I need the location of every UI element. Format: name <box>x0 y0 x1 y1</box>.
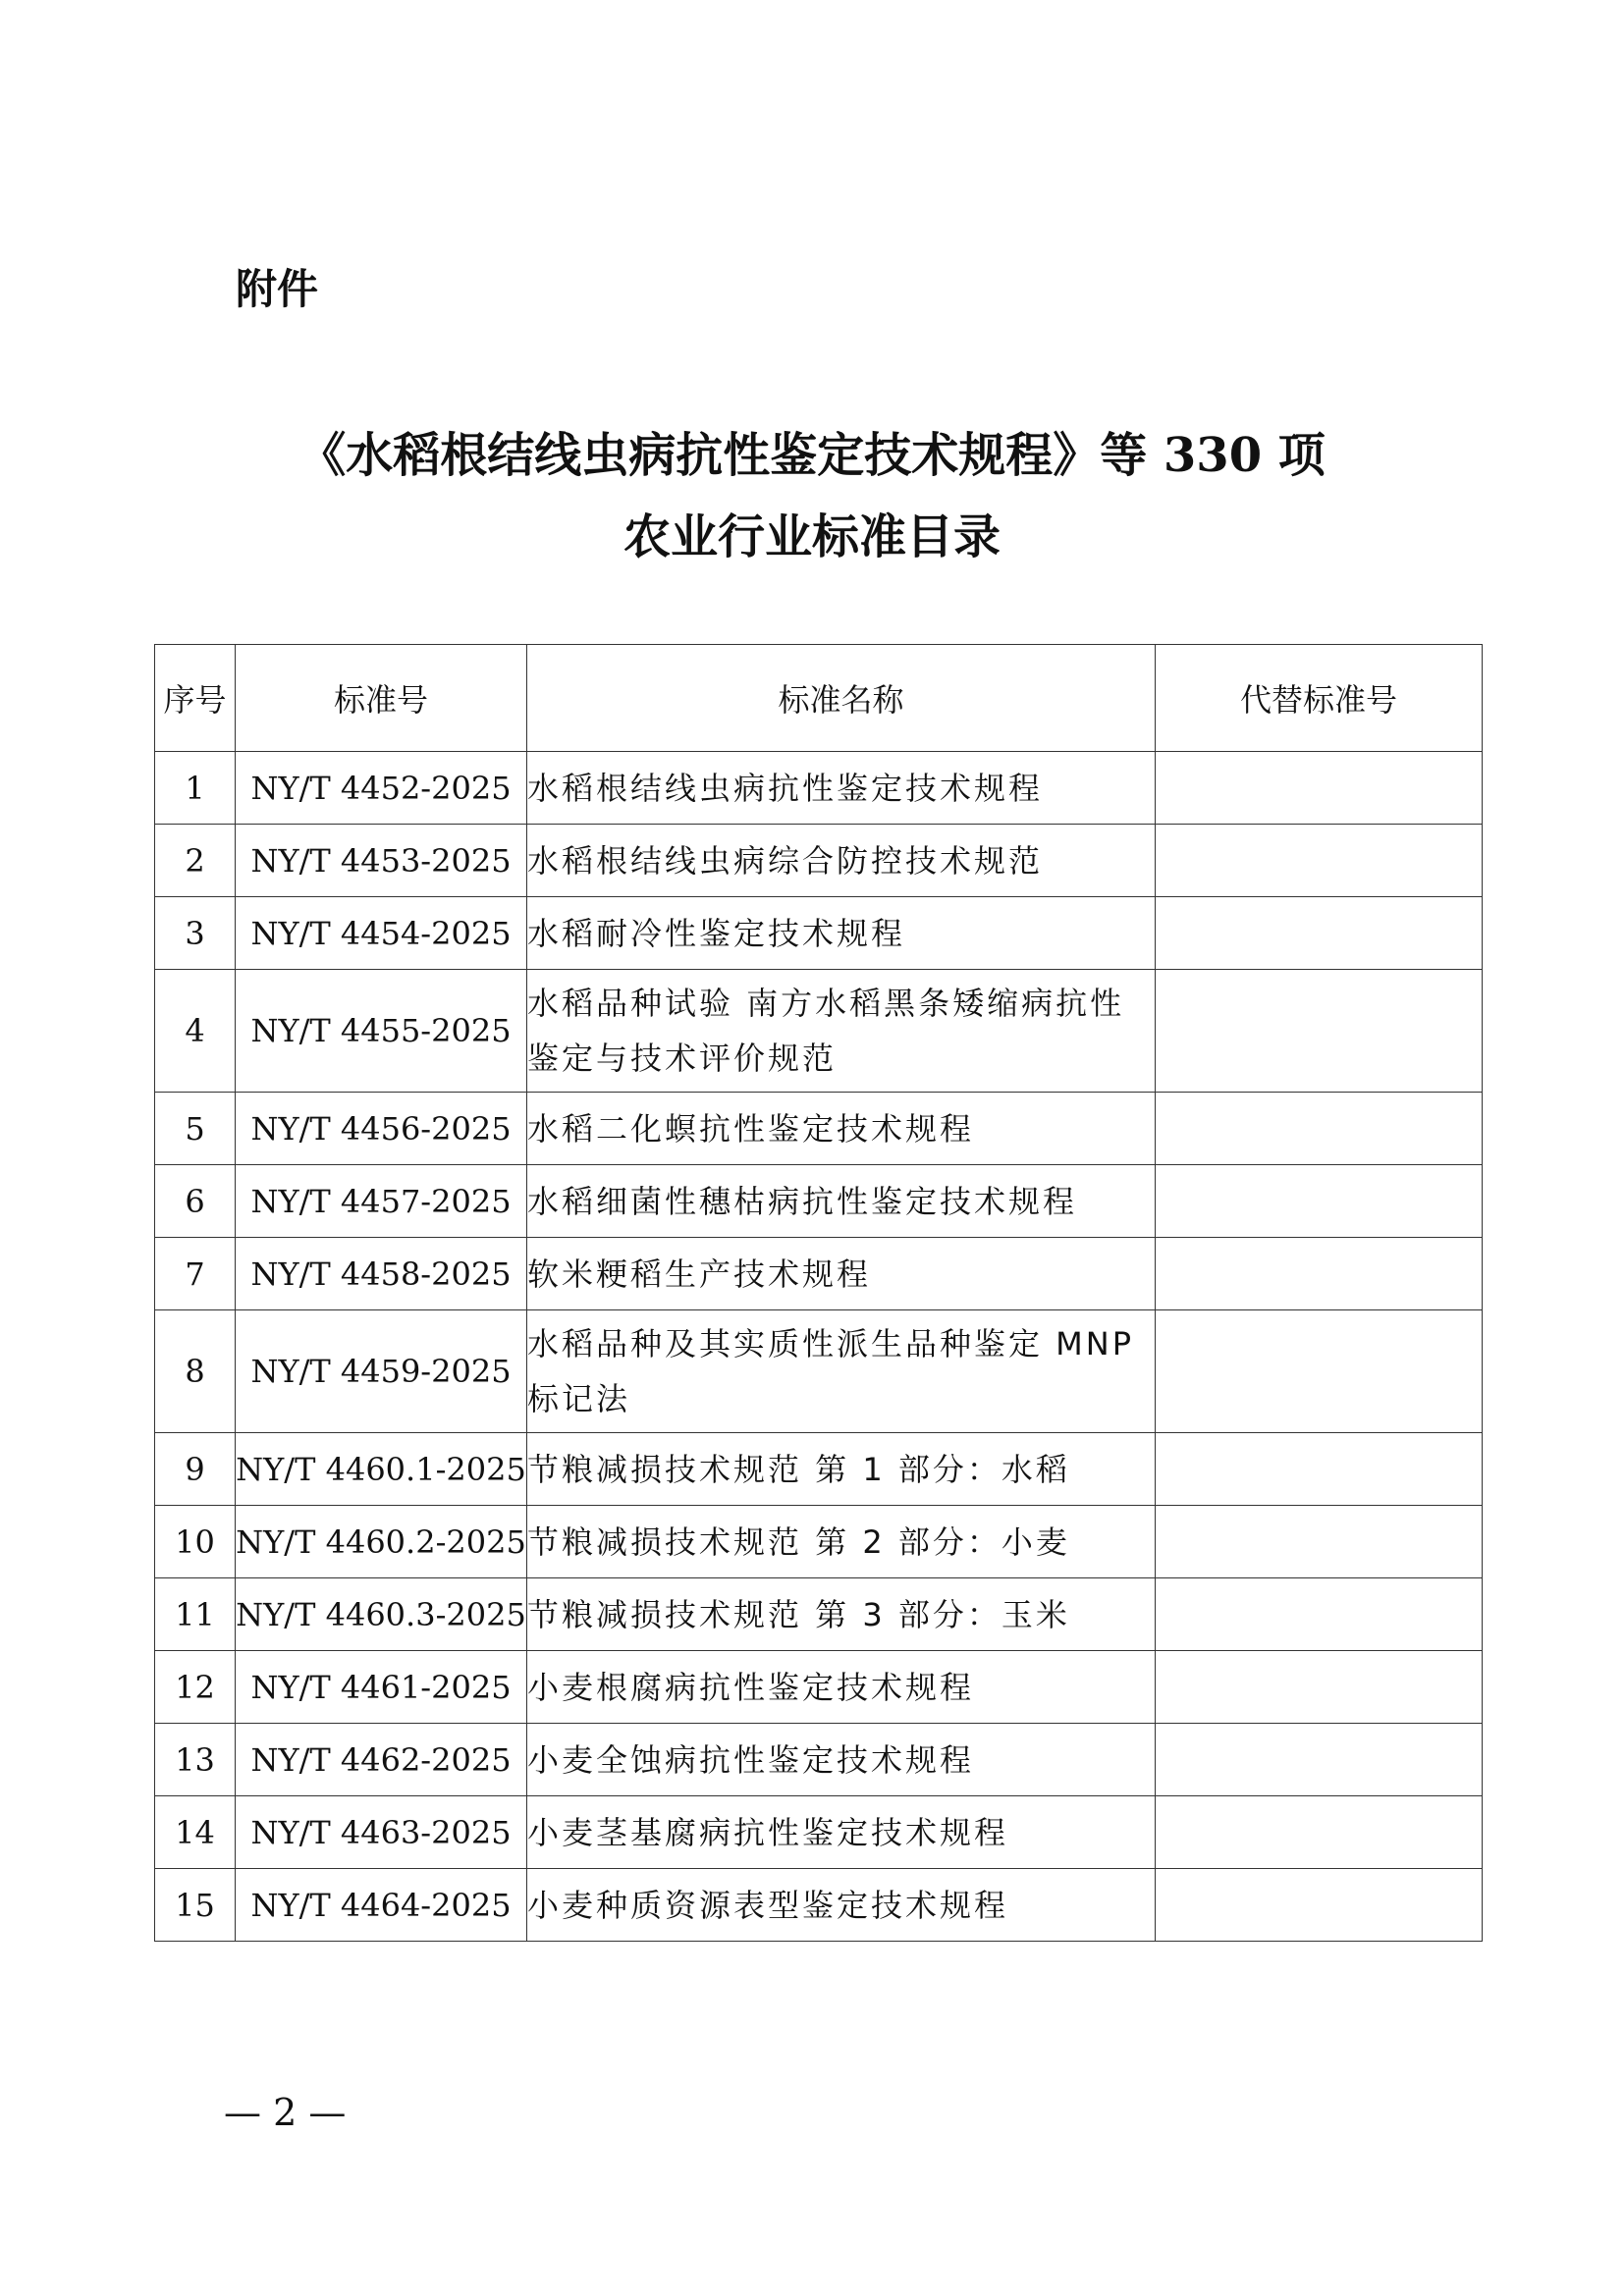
row-code: NY/T 4460.2-2025 <box>236 1506 527 1578</box>
row-replace <box>1156 752 1483 825</box>
table-row <box>155 1093 1483 1165</box>
table-row <box>155 897 1483 970</box>
table-row <box>155 1238 1483 1310</box>
row-name: 节粮减损技术规范 第 3 部分：玉米 <box>527 1578 1156 1651</box>
row-replace <box>1156 1165 1483 1238</box>
row-replace <box>1156 1506 1483 1578</box>
row-no: 4 <box>155 970 236 1093</box>
row-replace <box>1156 897 1483 970</box>
row-no: 11 <box>155 1578 236 1651</box>
row-code: NY/T 4463-2025 <box>236 1796 527 1869</box>
table-row <box>155 752 1483 825</box>
table-row <box>155 1869 1483 1942</box>
row-replace <box>1156 825 1483 897</box>
title-line-1: 《水稻根结线虫病抗性鉴定技术规程》等 330 项 <box>298 428 1326 483</box>
row-no: 12 <box>155 1651 236 1724</box>
page-number: — 2 — <box>224 2091 347 2134</box>
row-no: 2 <box>155 825 236 897</box>
row-replace <box>1156 1651 1483 1724</box>
row-name: 小麦全蚀病抗性鉴定技术规程 <box>527 1724 1156 1796</box>
row-code: NY/T 4453-2025 <box>236 825 527 897</box>
row-code: NY/T 4452-2025 <box>236 752 527 825</box>
row-name: 节粮减损技术规范 第 2 部分：小麦 <box>527 1506 1156 1578</box>
row-no: 15 <box>155 1869 236 1942</box>
row-no: 1 <box>155 752 236 825</box>
row-code: NY/T 4460.1-2025 <box>236 1433 527 1506</box>
row-no: 10 <box>155 1506 236 1578</box>
row-name: 小麦种质资源表型鉴定技术规程 <box>527 1869 1156 1942</box>
row-name: 小麦根腐病抗性鉴定技术规程 <box>527 1651 1156 1724</box>
table-row <box>155 825 1483 897</box>
standards-table <box>154 644 1483 1942</box>
row-name: 水稻根结线虫病抗性鉴定技术规程 <box>527 752 1156 825</box>
row-no: 3 <box>155 897 236 970</box>
table-row <box>155 1433 1483 1506</box>
row-code: NY/T 4455-2025 <box>236 970 527 1093</box>
header-name: 标准名称 <box>527 645 1156 752</box>
row-code: NY/T 4458-2025 <box>236 1238 527 1310</box>
row-code: NY/T 4456-2025 <box>236 1093 527 1165</box>
table-header-row <box>155 645 1483 752</box>
row-name: 水稻细菌性穗枯病抗性鉴定技术规程 <box>527 1165 1156 1238</box>
row-no: 7 <box>155 1238 236 1310</box>
row-no: 13 <box>155 1724 236 1796</box>
table-row <box>155 1506 1483 1578</box>
table-row <box>155 1651 1483 1724</box>
row-code: NY/T 4459-2025 <box>236 1310 527 1433</box>
table-row <box>155 1578 1483 1651</box>
row-name: 节粮减损技术规范 第 1 部分：水稻 <box>527 1433 1156 1506</box>
row-replace <box>1156 1238 1483 1310</box>
row-code: NY/T 4462-2025 <box>236 1724 527 1796</box>
row-name: 水稻耐冷性鉴定技术规程 <box>527 897 1156 970</box>
row-replace <box>1156 970 1483 1093</box>
header-no: 序号 <box>155 645 236 752</box>
table-row <box>155 1165 1483 1238</box>
row-name: 软米粳稻生产技术规程 <box>527 1238 1156 1310</box>
row-replace <box>1156 1796 1483 1869</box>
row-name: 水稻品种及其实质性派生品种鉴定 MNP 标记法 <box>527 1310 1156 1433</box>
table-row <box>155 1310 1483 1433</box>
row-replace <box>1156 1433 1483 1506</box>
row-code: NY/T 4461-2025 <box>236 1651 527 1724</box>
title-line-2: 农业行业标准目录 <box>623 509 1001 564</box>
row-name: 水稻根结线虫病综合防控技术规范 <box>527 825 1156 897</box>
row-no: 8 <box>155 1310 236 1433</box>
row-code: NY/T 4464-2025 <box>236 1869 527 1942</box>
row-code: NY/T 4460.3-2025 <box>236 1578 527 1651</box>
row-no: 14 <box>155 1796 236 1869</box>
header-code: 标准号 <box>236 645 527 752</box>
row-code: NY/T 4454-2025 <box>236 897 527 970</box>
row-replace <box>1156 1093 1483 1165</box>
header-replace: 代替标准号 <box>1156 645 1483 752</box>
row-name: 水稻二化螟抗性鉴定技术规程 <box>527 1093 1156 1165</box>
row-replace <box>1156 1724 1483 1796</box>
row-replace <box>1156 1578 1483 1651</box>
attachment-label: 附件 <box>236 265 319 313</box>
row-name: 小麦茎基腐病抗性鉴定技术规程 <box>527 1796 1156 1869</box>
table-row <box>155 1724 1483 1796</box>
row-replace <box>1156 1869 1483 1942</box>
table-row <box>155 970 1483 1093</box>
row-no: 6 <box>155 1165 236 1238</box>
row-name: 水稻品种试验 南方水稻黑条矮缩病抗性鉴定与技术评价规范 <box>527 970 1156 1093</box>
row-no: 9 <box>155 1433 236 1506</box>
table-row <box>155 1796 1483 1869</box>
row-replace <box>1156 1310 1483 1433</box>
row-code: NY/T 4457-2025 <box>236 1165 527 1238</box>
row-no: 5 <box>155 1093 236 1165</box>
